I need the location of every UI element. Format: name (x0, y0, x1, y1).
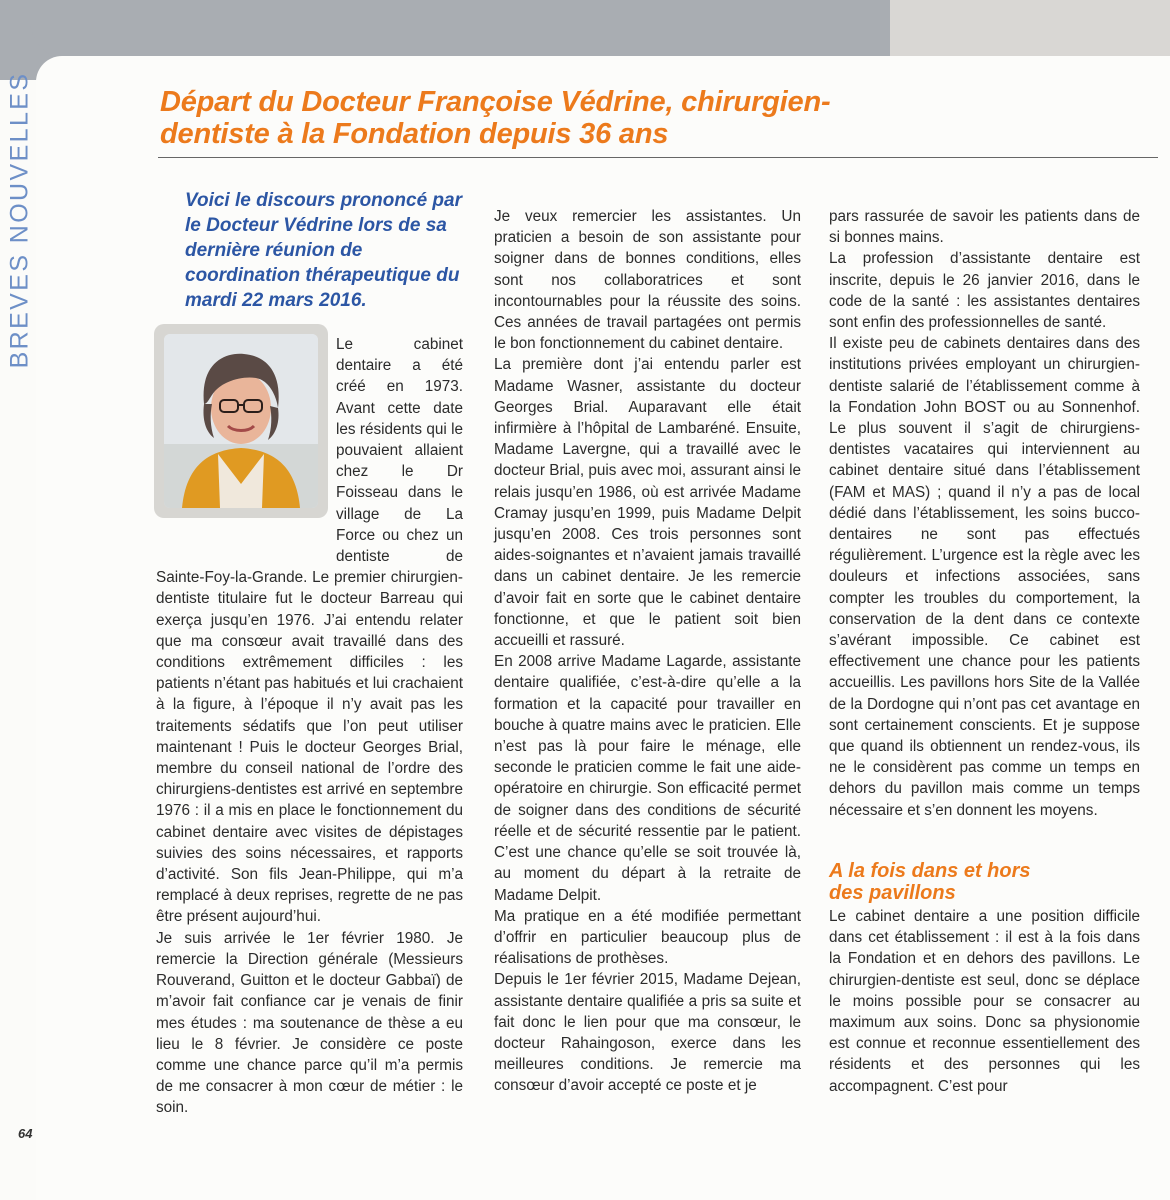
paragraph: pars rassurée de savoir les patients dans de si bonnes mains. (829, 208, 1140, 247)
paragraph: La profession d’assistante dentaire est inscrite, depuis le 26 janvier 2016, dans le code de la santé : les assistantes dentaires sont enfin des professionnelles de santé. (829, 250, 1140, 332)
column-3 (829, 206, 1140, 821)
page-number: 64 (18, 1126, 33, 1141)
paragraph: Depuis le 1er février 2015, Madame Dejean, assistante dentaire qualifiée a pris sa suite et fait donc le lien pour que ma consœur, le docteur Rahaingoson, exerce dans les meilleures conditions. Je remercie ma consœur d’avoir accepté ce poste et je (494, 971, 801, 1095)
article-title: Départ du Docteur Françoise Védrine, chirurgien-dentiste à la Fondation depuis 36 ans (160, 86, 831, 150)
photo-wrap-spacer (156, 334, 336, 556)
paragraph: Le cabinet dentaire a été créé en 1973. Avant cette date les résidents qui le pouvaient allaient chez le Dr Foisseau dans le village de La Force ou chez un dentiste de Sainte-Foy-la-Grande. Le premier chirurgien-dentiste titulaire fut le docteur Barreau qui exerça jusqu’en 1976. J’ai entendu relater que ma consœur avait travaillé dans des conditions extrêmement difficiles : les patients n’étant pas habitués et lui crachaient à la figure, à l’époque il n’y avait pas les traitements sédatifs que l’on peut utiliser maintenant ! Puis le docteur Georges Brial, membre du conseil national de l’ordre des chirurgiens-dentistes est arrivé en septembre 1976 : il a mis en place le fonctionnement du cabinet dentaire avec visites de dépistages suivies des soins nécessaires, et rapports d’activité. Son fils Jean-Philippe, qui m’a remplacé à deux reprises, regrette de ne pas être présent aujourd’hui. (156, 336, 463, 926)
section-label: BREVES NOUVELLES (5, 71, 34, 369)
article-deck: Voici le discours prononcé par le Docteur Védrine lors de sa dernière réunion de coordination thérapeutique du mardi 22 mars 2016. (185, 190, 462, 311)
paragraph: La première dont j’ai entendu parler est Madame Wasner, assistante du docteur Georges Brial. Auparavant elle était infirmière à l’hôpital de Lambaréné. Ensuite, Madame Lavergne, qui a travaillé avec le docteur Brial, puis avec moi, assurant ainsi le relais jusqu’en 1986, où est arrivée Madame Cramay jusqu’en 1999, puis Madame Delpit jusqu’en 2008. Ces trois personnes sont aides-soignantes et n’avaient jamais travaillé dans un cabinet dentaire. Je les remercie d’avoir fait en sorte que le cabinet dentaire fonctionne, et que le patient soit bien accueilli et rassuré. (494, 356, 801, 650)
paragraph: Je suis arrivée le 1er février 1980. Je remercie la Direction générale (Messieurs Rouverand, Guitton et le docteur Gabbaï) de m’avoir fait confiance car je venais de finir mes études : ma soutenance de thèse a eu lieu le 8 février. Je considère ce poste comme une chance parce qu’il m’a permis de me consacrer à mon cœur de métier : le soin. (156, 929, 463, 1117)
title-divider (158, 157, 1158, 158)
paragraph: Le cabinet dentaire a une position difficile dans cet établissement : il est à la fois dans la Fondation et en dehors des pavillons. Le chirurgien-dentiste est seul, donc se déplace le moins possible pour se consacrer au maximum aux soins. Donc sa physionomie est connue et reconnue essentiellement des résidents et des personnes qui les accompagnent. C’est pour (829, 908, 1140, 1095)
top-band (30, 0, 890, 60)
paragraph: En 2008 arrive Madame Lagarde, assistante dentaire qualifiée, c’est-à-dire qu’elle a la formation et la capacité pour travailler en bouche à quatre mains avec le praticien. Elle n’est pas là pour faire le ménage, elle seconde le praticien comme le fait une aide-opératoire en chirurgie. Son efficacité permet de soigner dans des conditions de sécurité réelle et de sécurité ressentie par le patient. C’est une chance qu’elle se soit trouvée là, au moment du départ à la retraite de Madame Delpit. (494, 653, 801, 904)
paragraph: Je veux remercier les assistantes. Un praticien a besoin de son assistante pour soigner dans de bonnes conditions, elles sont nos collaboratrices et sont incontournables pour la réussite des soins. Ces années de travail partagées ont permis le bon fonctionnement du cabinet dentaire. (494, 208, 801, 353)
paragraph: Il existe peu de cabinets dentaires dans des institutions privées employant un chirurgien-dentiste salarié de l’établissement comme à la Fondation John BOST ou au Sonnenhof. Le plus souvent il s’agit de chirurgiens-dentistes vacataires qui interviennent au cabinet dentaire situé dans l’établissement (FAM et MAS) ; quand il n’y a pas de local dédié dans l’établissement, les soins bucco-dentaires ne sont pas effectués régulièrement. L’urgence est la règle avec les douleurs et infections associées, sans compter les troubles du comportement, la conservation de la dent dans ce contexte s’avérant impossible. Ce cabinet est effectivement une chance pour les patients accueillis. Les pavillons hors Site de la Vallée de la Dordogne qui n’ont pas cet avantage en sont certainement conscients. Et je suppose que quand ils obtiennent un rendez-vous, ils ne le considèrent pas comme un temps en dehors du pavillon mais comme un temps nécessaire et s’en donnent les moyens. (829, 335, 1140, 819)
column-3-continued (829, 906, 1140, 1097)
subheading: A la fois dans et hors des pavillons (829, 860, 1031, 904)
column-2 (494, 206, 801, 1097)
paragraph: Ma pratique en a été modifiée permettant d’offrir en particulier beaucoup plus de réalisations de prothèses. (494, 907, 801, 968)
column-1 (156, 334, 463, 1119)
